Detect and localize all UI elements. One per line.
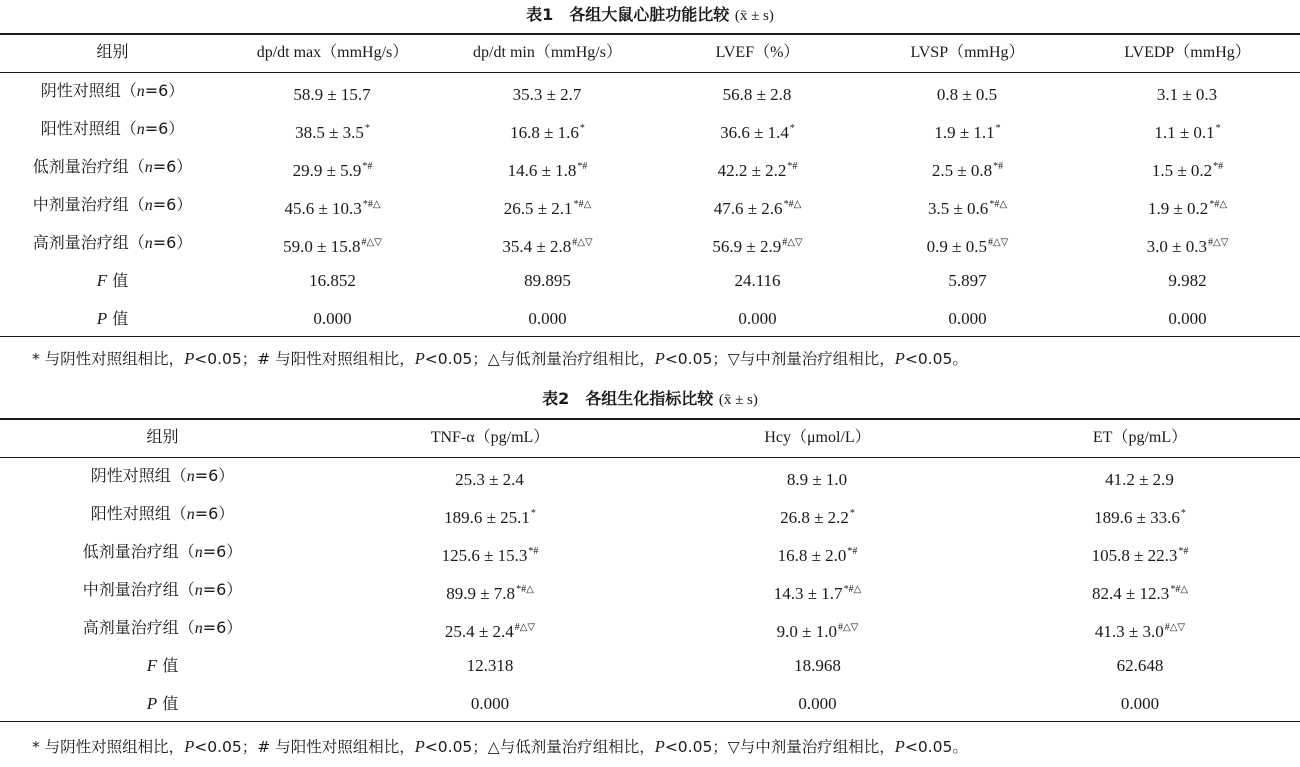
table1-note: * 与阴性对照组相比，P<0.05；# 与阳性对照组相比，P<0.05；△与低剂量治疗组相比，P<0.05；▽与中剂量治疗组相比，P<0.05。 (32, 349, 968, 368)
value-text: 189.6 ± 25.1 (444, 508, 530, 527)
f-value: 18.968 (794, 656, 841, 675)
group-label: 高剂量治疗组（n=6） (32, 233, 193, 252)
value-text: 41.2 ± 2.9 (1105, 470, 1174, 489)
value-cell (1075, 186, 1300, 224)
p-value: 0.000 (1120, 694, 1160, 713)
f-value-row (0, 262, 1300, 300)
table-row (0, 609, 1300, 647)
table1-header-dpdt-max: dp/dt max（mmHg/s） (256, 44, 409, 61)
value-cell (325, 495, 655, 533)
value-cell (655, 148, 860, 186)
value-cell (860, 148, 1075, 186)
value-cell (655, 110, 860, 148)
significance-mark: *# (528, 546, 539, 557)
significance-mark: * (1215, 123, 1221, 134)
value-text: 8.9 ± 1.0 (786, 470, 848, 489)
value-cell (1075, 224, 1300, 262)
value-cell (980, 457, 1300, 495)
value-cell (225, 148, 440, 186)
p-value: 0.000 (470, 694, 510, 713)
significance-mark: *#△ (989, 199, 1008, 210)
value-text: 25.3 ± 2.4 (455, 470, 524, 489)
value-text: 105.8 ± 22.3 (1091, 546, 1178, 565)
significance-mark: *#△ (516, 584, 534, 595)
significance-mark: * (849, 508, 855, 519)
group-label: 低剂量治疗组（n=6） (32, 157, 193, 176)
f-value-label: F 值 (146, 656, 179, 675)
value-cell (980, 495, 1300, 533)
table2-bottom-rule (0, 721, 1300, 722)
value-text: 1.5 ± 0.2 (1151, 161, 1213, 180)
table2-caption (0, 388, 1300, 411)
value-cell (980, 533, 1300, 571)
value-cell (655, 533, 980, 571)
value-cell (655, 609, 980, 647)
table1-title: 表1 各组大鼠心脏功能比较 (526, 5, 730, 24)
value-text: 189.6 ± 33.6 (1094, 508, 1180, 527)
f-value: 9.982 (1168, 271, 1207, 290)
value-text: 89.9 ± 7.8 (446, 584, 516, 603)
significance-mark: *#△ (1170, 584, 1189, 595)
value-text: 1.9 ± 0.2 (1147, 199, 1209, 218)
p-value: 0.000 (948, 309, 987, 328)
value-text: 9.0 ± 1.0 (776, 622, 837, 641)
significance-mark: #△▽ (1164, 622, 1186, 633)
p-value-label: P 值 (96, 309, 129, 328)
value-text: 41.3 ± 3.0 (1094, 622, 1164, 641)
significance-mark: #△▽ (361, 237, 382, 248)
table2-note: * 与阴性对照组相比，P<0.05；# 与阳性对照组相比，P<0.05；△与低剂量治疗组相比，P<0.05；▽与中剂量治疗组相比，P<0.05。 (32, 737, 968, 756)
significance-mark: *# (362, 161, 373, 172)
table-row (0, 186, 1300, 224)
value-text: 3.5 ± 0.6 (927, 199, 989, 218)
value-cell (225, 110, 440, 148)
table2-title: 表2 各组生化指标比较 (542, 389, 714, 408)
significance-mark: #△▽ (782, 237, 803, 248)
value-text: 36.6 ± 1.4 (720, 123, 789, 142)
table-row (0, 72, 1300, 110)
value-text: 26.5 ± 2.1 (503, 199, 573, 218)
value-text: 56.8 ± 2.8 (722, 85, 792, 104)
table-row (0, 571, 1300, 609)
value-cell (655, 72, 860, 110)
value-cell (860, 186, 1075, 224)
value-text: 42.2 ± 2.2 (717, 161, 787, 180)
table-row (0, 457, 1300, 495)
significance-mark: * (995, 123, 1001, 134)
significance-mark: *# (577, 161, 588, 172)
table2-header-group: 组别 (146, 429, 179, 446)
table1-stat-symbol: (x̄ ± s) (734, 8, 774, 24)
p-value: 0.000 (1168, 309, 1207, 328)
value-text: 0.8 ± 0.5 (936, 85, 998, 104)
value-text: 1.1 ± 0.1 (1154, 123, 1215, 142)
table1-header-lvsp: LVSP（mmHg） (910, 44, 1025, 61)
significance-mark: *# (847, 546, 858, 557)
group-label: 中剂量治疗组（n=6） (32, 195, 193, 214)
table1-header-dpdt-min: dp/dt min（mmHg/s） (473, 44, 622, 61)
significance-mark: * (1180, 508, 1186, 519)
significance-mark: #△▽ (1207, 237, 1229, 248)
p-value-label: P 值 (146, 694, 179, 713)
p-value: 0.000 (738, 309, 777, 328)
value-cell (655, 495, 980, 533)
value-cell (440, 148, 655, 186)
value-cell (1075, 72, 1300, 110)
group-label: 中剂量治疗组（n=6） (82, 580, 243, 599)
significance-mark: *#△ (783, 199, 802, 210)
group-label: 高剂量治疗组（n=6） (82, 618, 243, 637)
significance-mark: *# (787, 161, 798, 172)
value-text: 14.6 ± 1.8 (507, 161, 577, 180)
value-text: 82.4 ± 12.3 (1091, 584, 1170, 603)
group-label: 阳性对照组（n=6） (40, 119, 185, 138)
value-cell (325, 609, 655, 647)
value-text: 45.6 ± 10.3 (284, 199, 362, 218)
significance-mark: * (364, 123, 370, 134)
f-value: 16.852 (309, 271, 356, 290)
table-row (0, 495, 1300, 533)
value-cell (860, 224, 1075, 262)
table2-header-tnf: TNF-α（pg/mL） (430, 429, 550, 446)
table2-header-et: ET（pg/mL） (1092, 429, 1188, 446)
table2-stat-symbol: (x̄ ± s) (718, 392, 758, 408)
value-cell (860, 110, 1075, 148)
table1-header-lvedp: LVEDP（mmHg） (1124, 44, 1251, 61)
value-text: 47.6 ± 2.6 (713, 199, 783, 218)
significance-mark: *#△ (573, 199, 592, 210)
value-cell (980, 609, 1300, 647)
value-cell (860, 72, 1075, 110)
value-cell (655, 224, 860, 262)
group-label: 阴性对照组（n=6） (90, 466, 235, 485)
table1-bottom-rule (0, 336, 1300, 337)
p-value: 0.000 (798, 694, 837, 713)
p-value: 0.000 (528, 309, 567, 328)
value-text: 1.9 ± 1.1 (934, 123, 995, 142)
significance-mark: *# (1178, 546, 1189, 557)
value-cell (1075, 148, 1300, 186)
value-text: 16.8 ± 2.0 (777, 546, 847, 565)
group-label: 低剂量治疗组（n=6） (82, 542, 243, 561)
group-label: 阳性对照组（n=6） (90, 504, 235, 523)
p-value-row (0, 300, 1300, 338)
significance-mark: * (789, 123, 795, 134)
significance-mark: #△▽ (514, 622, 536, 633)
value-text: 56.9 ± 2.9 (712, 237, 782, 256)
value-cell (1075, 110, 1300, 148)
value-cell (325, 533, 655, 571)
value-text: 26.8 ± 2.2 (780, 508, 849, 527)
value-text: 14.3 ± 1.7 (773, 584, 843, 603)
value-cell (440, 186, 655, 224)
value-text: 59.0 ± 15.8 (283, 237, 361, 256)
value-cell (655, 186, 860, 224)
value-cell (225, 186, 440, 224)
table2-header-row (0, 419, 1300, 457)
f-value: 62.648 (1116, 656, 1164, 675)
value-cell (325, 571, 655, 609)
significance-mark: * (579, 123, 585, 134)
table1-header-lvef: LVEF（%） (715, 44, 800, 61)
value-text: 25.4 ± 2.4 (444, 622, 514, 641)
value-cell (440, 110, 655, 148)
table-row (0, 110, 1300, 148)
value-text: 16.8 ± 1.6 (510, 123, 579, 142)
significance-mark: *# (993, 161, 1004, 172)
p-value-row (0, 685, 1300, 723)
value-text: 35.3 ± 2.7 (512, 85, 582, 104)
value-text: 29.9 ± 5.9 (292, 161, 362, 180)
value-cell (440, 72, 655, 110)
f-value-label: F 值 (96, 271, 129, 290)
f-value: 24.116 (734, 271, 781, 290)
table1-header-group: 组别 (96, 44, 129, 61)
group-label: 阴性对照组（n=6） (40, 81, 185, 100)
value-cell (655, 571, 980, 609)
value-text: 58.9 ± 15.7 (293, 85, 371, 104)
value-text: 2.5 ± 0.8 (931, 161, 993, 180)
significance-mark: #△▽ (837, 622, 859, 633)
value-text: 38.5 ± 3.5 (295, 123, 364, 142)
value-cell (655, 457, 980, 495)
table-row (0, 533, 1300, 571)
f-value: 12.318 (466, 656, 514, 675)
f-value-row (0, 647, 1300, 685)
table1-caption (0, 4, 1300, 27)
significance-mark: #△▽ (572, 237, 593, 248)
table-row (0, 224, 1300, 262)
table-row (0, 148, 1300, 186)
p-value: 0.000 (313, 309, 352, 328)
table2-header-hcy: Hcy（μmol/L） (764, 429, 871, 446)
significance-mark: * (530, 508, 536, 519)
significance-mark: *#△ (1209, 199, 1228, 210)
value-text: 3.1 ± 0.3 (1156, 85, 1218, 104)
value-cell (980, 571, 1300, 609)
value-cell (225, 224, 440, 262)
table1-header-row (0, 34, 1300, 72)
f-value: 89.895 (524, 271, 571, 290)
value-cell (225, 72, 440, 110)
f-value: 5.897 (948, 271, 987, 290)
value-text: 0.9 ± 0.5 (926, 237, 987, 256)
value-cell (325, 457, 655, 495)
value-cell (440, 224, 655, 262)
significance-mark: *#△ (362, 199, 381, 210)
value-text: 125.6 ± 15.3 (441, 546, 528, 565)
significance-mark: *#△ (843, 584, 862, 595)
value-text: 35.4 ± 2.8 (502, 237, 572, 256)
significance-mark: *# (1213, 161, 1224, 172)
significance-mark: #△▽ (987, 237, 1009, 248)
value-text: 3.0 ± 0.3 (1146, 237, 1207, 256)
